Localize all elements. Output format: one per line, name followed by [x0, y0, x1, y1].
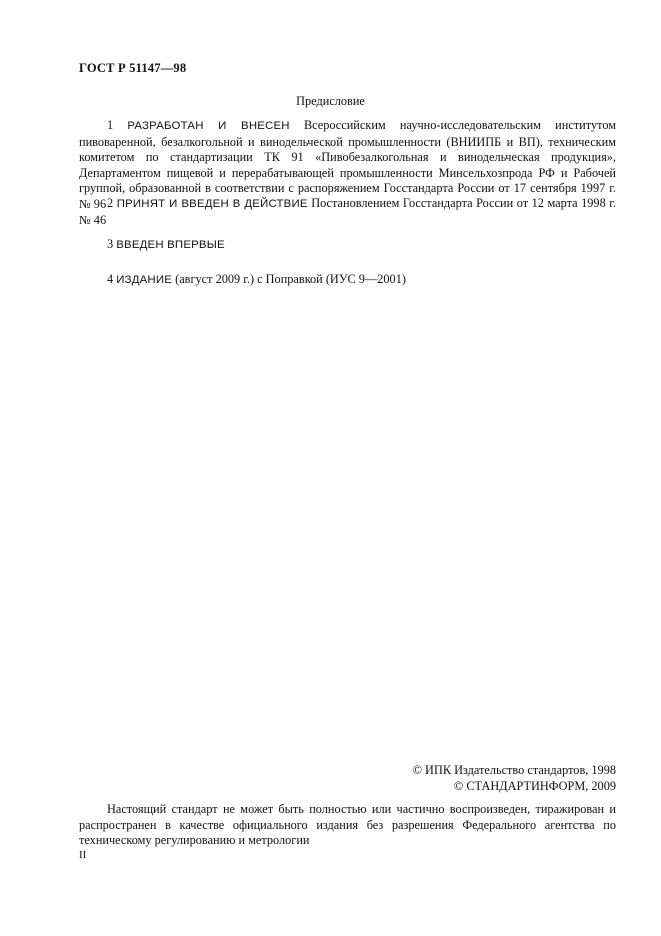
- item-number: 4: [107, 272, 114, 286]
- standard-id-header: ГОСТ Р 51147—98: [79, 61, 187, 75]
- item-lead: ПРИНЯТ И ВВЕДЕН В ДЕЙСТВИЕ: [116, 198, 308, 210]
- reproduction-notice: Настоящий стандарт не может быть полностью или частично воспроизведен, тиражирован и распространен в качестве официального издания без разрешения Федерального агентства по техническому регулированию и метрологии: [79, 802, 616, 848]
- item-number: 1: [107, 118, 114, 132]
- item-text: (август 2009 г.) с Поправкой (ИУС 9—2001): [175, 272, 406, 286]
- page-number: II: [79, 849, 87, 861]
- preface-item-3: [79, 237, 616, 254]
- page-title: Предисловие: [296, 94, 365, 108]
- copyright-line: © СТАНДАРТИНФОРМ, 2009: [453, 778, 616, 793]
- item-number: 2: [107, 196, 114, 210]
- preface-item-2: [79, 196, 616, 228]
- item-lead: ИЗДАНИЕ: [116, 274, 173, 286]
- preface-item-4: [79, 272, 616, 289]
- copyright-line: © ИПК Издательство стандартов, 1998: [412, 763, 616, 777]
- item-lead: РАЗРАБОТАН И ВНЕСЕН: [127, 120, 290, 132]
- copyright-block: [390, 763, 616, 794]
- item-number: 3: [107, 237, 114, 251]
- item-text: Постановлением Госстандарта России от 12 марта 1998 г. № 46: [79, 196, 617, 227]
- item-text: Всероссийским научно-исследовательским институтом пивоваренной, безалкогольной и винодельческой промышленности (ВНИИПБ и ВП), техническим комитетом по стандартизации ТК 91 «Пивобезалкогольная и винодельческая продукция», Департаментом пищевой и перерабатывающей промышленности Минсельхозпрода РФ и Рабочей группой, образованной в соответствии с распоряжением Госстандарта России от 17 сентября 1997 г. № 96: [79, 118, 617, 211]
- item-lead: ВВЕДЕН ВПЕРВЫЕ: [116, 239, 225, 251]
